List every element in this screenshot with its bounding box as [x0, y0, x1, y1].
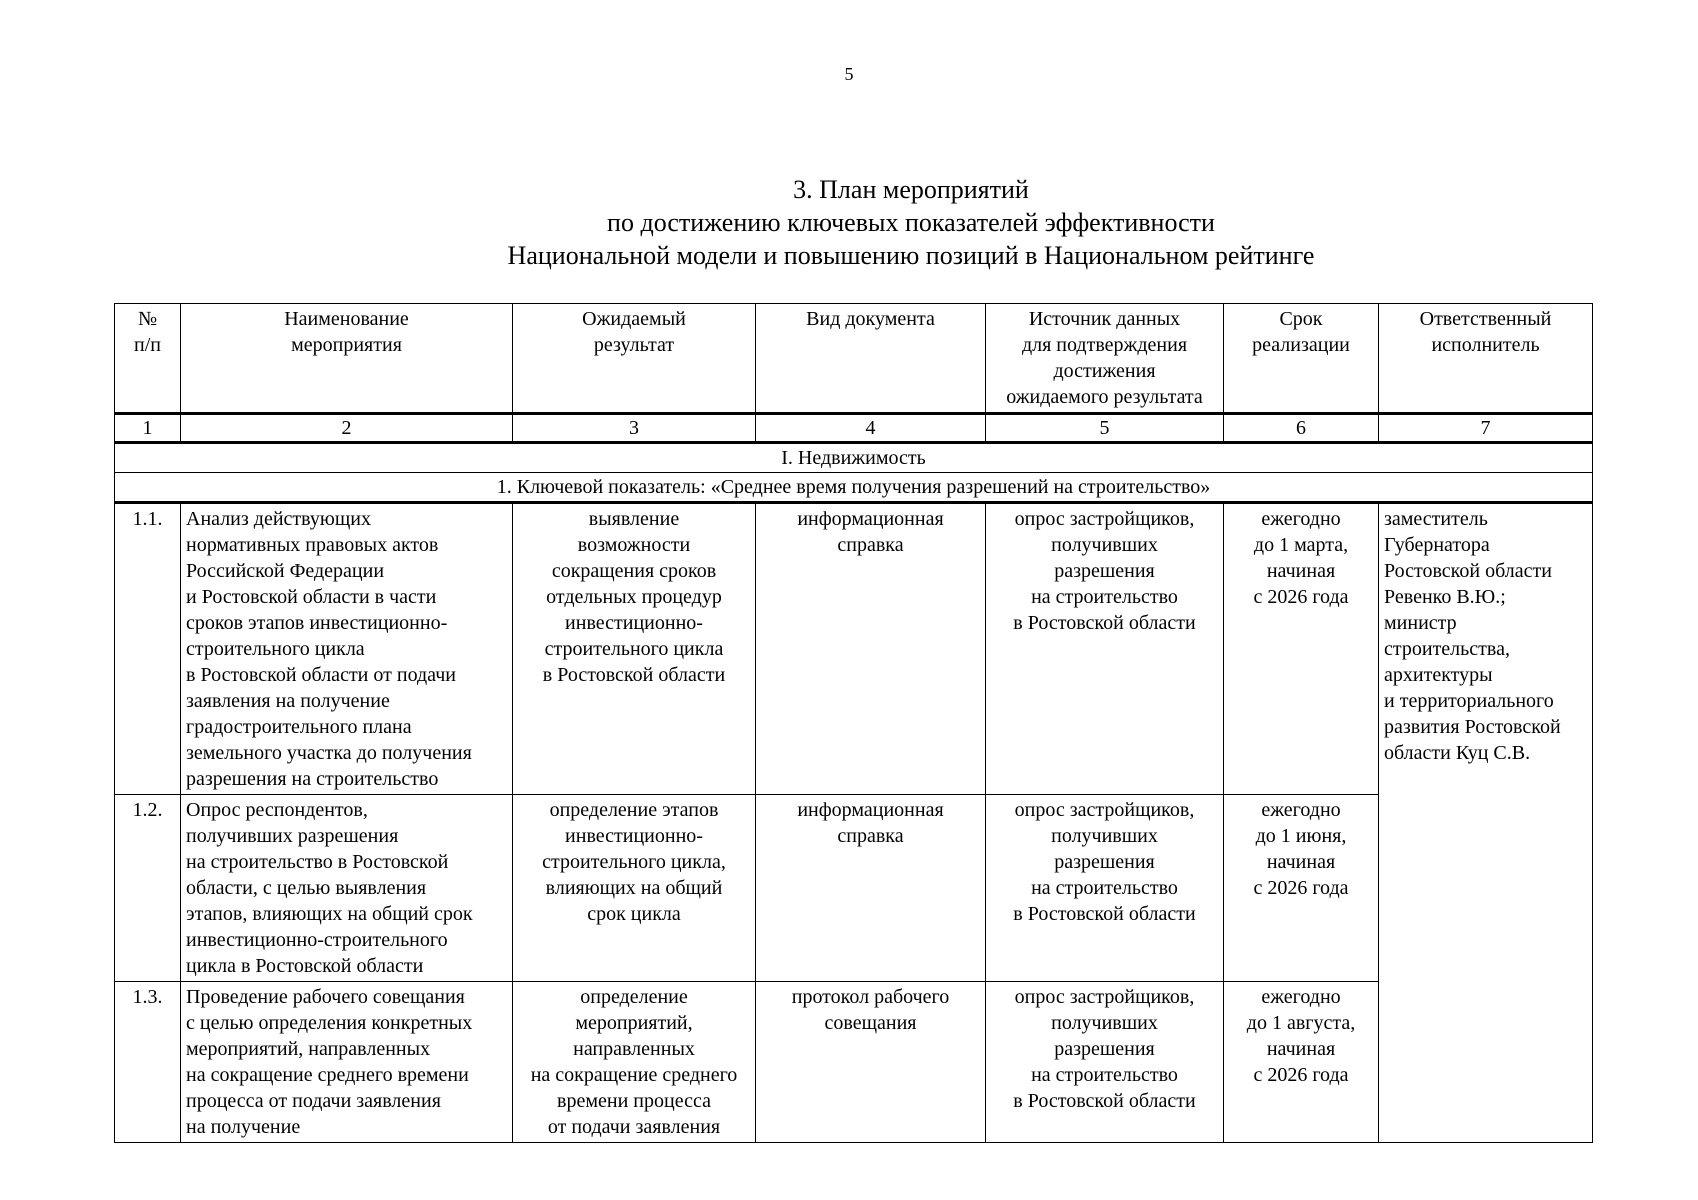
header-result: Ожидаемый результат — [513, 304, 756, 414]
row-data-source: опрос застройщиков, получивших разрешения на строительство в Ростовской области — [986, 795, 1224, 982]
section-row — [115, 443, 1593, 473]
column-number: 5 — [986, 414, 1224, 443]
header-data-source: Источник данных для подтверждения достижения ожидаемого результата — [986, 304, 1224, 414]
table-header-row — [115, 304, 1593, 414]
row-name: Проведение рабочего совещания с целью определения конкретных мероприятий, направленных на сокращение среднего времени процесса от подачи заявления на получение — [181, 982, 513, 1143]
header-term: Срок реализации — [1224, 304, 1379, 414]
row-number: 1.3. — [115, 982, 181, 1143]
indicator-title: 1. Ключевой показатель: «Среднее время получения разрешений на строительство» — [115, 473, 1593, 503]
row-data-source: опрос застройщиков, получивших разрешения на строительство в Ростовской области — [986, 982, 1224, 1143]
document-title — [0, 173, 1698, 272]
row-result: определение мероприятий, направленных на сокращение среднего времени процесса от подачи заявления — [513, 982, 756, 1143]
row-document-type: информационная справка — [756, 503, 986, 795]
row-result: определение этапов инвестиционно- строительного цикла, влияющих на общий срок цикла — [513, 795, 756, 982]
column-number: 6 — [1224, 414, 1379, 443]
table-row — [115, 795, 1593, 982]
title-line-2: по достижению ключевых показателей эффективности — [607, 208, 1215, 237]
column-number: 7 — [1379, 414, 1593, 443]
row-name: Опрос респондентов, получивших разрешения на строительство в Ростовской области, с целью выявления этапов, влияющих на общий срок инвестиционно-строительного цикла в Ростовской области — [181, 795, 513, 982]
row-name: Анализ действующих нормативных правовых актов Российской Федерации и Ростовской области в части сроков этапов инвестиционно- строительного цикла в Ростовской области от подачи заявления на получение градостроительного плана земельного участка до получения разрешения на строительство — [181, 503, 513, 795]
title-line-3: Национальной модели и повышению позиций в Национальном рейтинге — [507, 241, 1315, 270]
header-number: № п/п — [115, 304, 181, 414]
row-term: ежегодно до 1 июня, начиная с 2026 года — [1224, 795, 1379, 982]
row-term: ежегодно до 1 августа, начиная с 2026 года — [1224, 982, 1379, 1143]
column-numbers-row — [115, 414, 1593, 443]
column-number: 2 — [181, 414, 513, 443]
row-responsible: заместитель Губернатора Ростовской области Ревенко В.Ю.; министр строительства, архитектуры и территориального развития Ростовской области Куц С.В. — [1379, 503, 1593, 1143]
action-plan-table — [114, 303, 1593, 1143]
header-name: Наименование мероприятия — [181, 304, 513, 414]
indicator-row — [115, 473, 1593, 503]
header-document-type: Вид документа — [756, 304, 986, 414]
page-number: 5 — [844, 64, 854, 84]
section-title: I. Недвижимость — [115, 443, 1593, 473]
column-number: 1 — [115, 414, 181, 443]
row-data-source: опрос застройщиков, получивших разрешения на строительство в Ростовской области — [986, 503, 1224, 795]
title-line-1: 3. План мероприятий — [793, 175, 1029, 204]
column-number: 4 — [756, 414, 986, 443]
table-row — [115, 503, 1593, 795]
header-responsible: Ответственный исполнитель — [1379, 304, 1593, 414]
table-row — [115, 982, 1593, 1143]
row-number: 1.1. — [115, 503, 181, 795]
row-term: ежегодно до 1 марта, начиная с 2026 года — [1224, 503, 1379, 795]
row-number: 1.2. — [115, 795, 181, 982]
row-result: выявление возможности сокращения сроков отдельных процедур инвестиционно- строительного цикла в Ростовской области — [513, 503, 756, 795]
row-document-type: информационная справка — [756, 795, 986, 982]
row-document-type: протокол рабочего совещания — [756, 982, 986, 1143]
column-number: 3 — [513, 414, 756, 443]
